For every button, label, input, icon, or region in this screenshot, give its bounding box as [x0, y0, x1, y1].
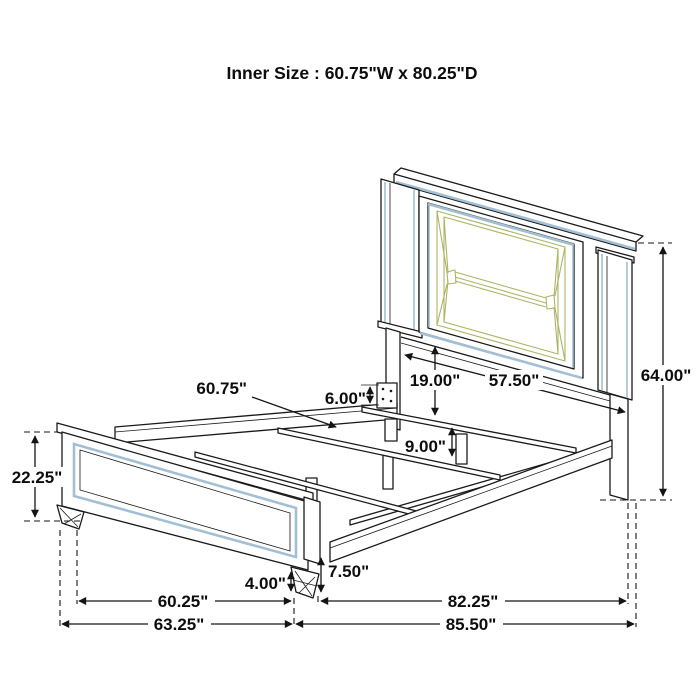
- dim-label-inner-depth: 82.25": [447, 592, 499, 611]
- footboard-right-foot: [291, 567, 319, 598]
- dim-label-overall-depth: 85.50": [445, 615, 497, 634]
- dim-label-foot-height: 4.00": [244, 574, 286, 593]
- dim-overall-depth: [296, 614, 634, 634]
- dim-label-headboard-inner-width: 57.50": [488, 371, 540, 390]
- dim-footboard-width: [62, 614, 292, 634]
- footboard: [57, 423, 320, 598]
- dim-inner-depth: [321, 591, 626, 611]
- dim-bracket-height: [325, 385, 379, 408]
- diagram-title: Inner Size : 60.75"W x 80.25"D: [226, 63, 478, 83]
- footboard-end-cap: [304, 497, 320, 564]
- dim-foot-height: [245, 572, 291, 593]
- dim-label-footboard-inner-width: 60.25": [157, 592, 209, 611]
- dim-slat-support-height: [405, 428, 452, 456]
- dim-footboard-inner-width: [79, 591, 291, 611]
- dim-floor-to-rail: [321, 558, 369, 592]
- dim-label-headboard-height: 64.00": [640, 366, 692, 385]
- dim-label-slat-length: 60.75": [196, 379, 247, 398]
- dim-label-footboard-height: 22.25": [11, 468, 63, 487]
- dim-label-panel-to-rail: 19.00": [409, 371, 461, 390]
- dim-label-bracket-height: 6.00": [324, 389, 366, 408]
- dim-label-floor-to-rail: 7.50": [328, 562, 370, 581]
- dim-label-footboard-width: 63.25": [153, 615, 205, 634]
- near-rail-molding: [330, 446, 612, 548]
- rail-bracket: [377, 383, 397, 408]
- dim-label-slat-support-height: 9.00": [404, 437, 446, 456]
- far-side-rail: [115, 403, 397, 443]
